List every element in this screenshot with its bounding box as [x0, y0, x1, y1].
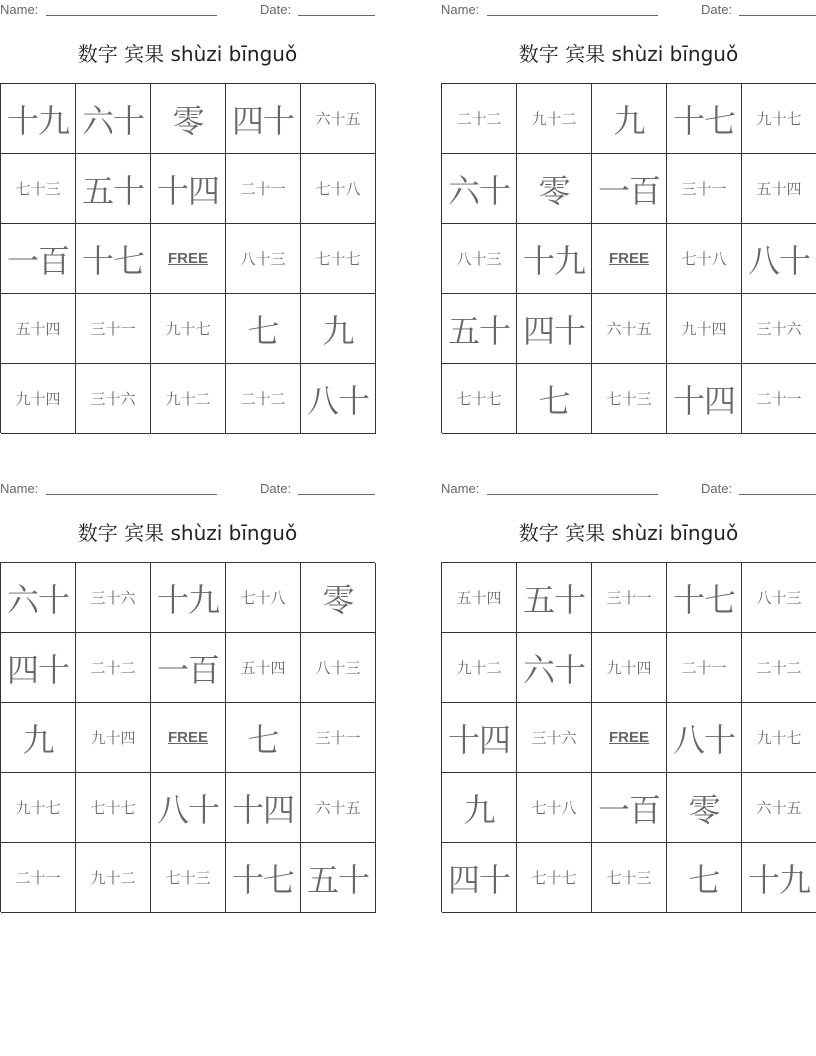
bingo-cell[interactable]: 九十二: [442, 633, 517, 703]
bingo-cell[interactable]: 七: [667, 843, 742, 913]
bingo-cell[interactable]: 三十一: [667, 154, 742, 224]
bingo-cell[interactable]: 五十四: [442, 563, 517, 633]
bingo-cell[interactable]: 七十七: [301, 224, 376, 294]
bingo-cell[interactable]: 二十二: [226, 364, 301, 434]
bingo-cell[interactable]: 六十: [517, 633, 592, 703]
bingo-cell[interactable]: 九: [442, 773, 517, 843]
name-label: Name:: [0, 481, 39, 496]
card-header: [441, 2, 816, 18]
bingo-cell[interactable]: 六十五: [592, 294, 667, 364]
name-label: Name:: [0, 2, 39, 17]
card-header: [0, 481, 375, 497]
bingo-cell[interactable]: 二十一: [742, 364, 816, 434]
bingo-cell[interactable]: 九: [1, 703, 76, 773]
bingo-cell[interactable]: 二十二: [742, 633, 816, 703]
bingo-cell[interactable]: 十七: [667, 84, 742, 154]
card-3: [441, 479, 816, 914]
card-header: [0, 2, 375, 18]
bingo-cell[interactable]: 十七: [76, 224, 151, 294]
bingo-cell[interactable]: 十九: [517, 224, 592, 294]
name-label: Name:: [441, 2, 480, 17]
bingo-grid: [441, 83, 816, 433]
bingo-cell[interactable]: 一百: [592, 773, 667, 843]
bingo-cell[interactable]: 七十八: [226, 563, 301, 633]
bingo-cell[interactable]: 三十一: [76, 294, 151, 364]
date-label: Date:: [260, 2, 292, 17]
bingo-cell[interactable]: 八十: [742, 224, 816, 294]
card-1: [441, 0, 816, 435]
bingo-cell[interactable]: 八十: [667, 703, 742, 773]
bingo-cell[interactable]: 十四: [226, 773, 301, 843]
bingo-cell[interactable]: 七十三: [1, 154, 76, 224]
bingo-cell[interactable]: 九十七: [1, 773, 76, 843]
bingo-cell[interactable]: 九: [592, 84, 667, 154]
date-label: Date:: [701, 481, 733, 496]
bingo-cell[interactable]: 六十: [442, 154, 517, 224]
bingo-cell[interactable]: 九十七: [742, 84, 816, 154]
bingo-cell[interactable]: 九十四: [592, 633, 667, 703]
bingo-cell[interactable]: 十四: [442, 703, 517, 773]
bingo-cell[interactable]: 七十三: [592, 843, 667, 913]
bingo-cell[interactable]: 七十八: [667, 224, 742, 294]
free-cell[interactable]: FREE: [592, 224, 667, 294]
bingo-grid: [441, 562, 816, 912]
bingo-cell[interactable]: 八十三: [442, 224, 517, 294]
bingo-cell[interactable]: 三十六: [517, 703, 592, 773]
date-input-line[interactable]: [739, 494, 816, 495]
bingo-cell[interactable]: 四十: [226, 84, 301, 154]
bingo-cell[interactable]: 九十二: [76, 843, 151, 913]
bingo-cell[interactable]: 八十: [151, 773, 226, 843]
bingo-cell[interactable]: 零: [301, 563, 376, 633]
date-label: Date:: [701, 2, 733, 17]
free-cell[interactable]: FREE: [592, 703, 667, 773]
free-cell[interactable]: FREE: [151, 703, 226, 773]
bingo-cell[interactable]: 七十三: [151, 843, 226, 913]
bingo-grid: [0, 562, 375, 912]
bingo-cell[interactable]: 十七: [667, 563, 742, 633]
bingo-cell[interactable]: 六十五: [301, 84, 376, 154]
bingo-cell[interactable]: 五十: [301, 843, 376, 913]
bingo-cell[interactable]: 七十八: [517, 773, 592, 843]
card-2: [0, 479, 375, 914]
card-title: 数字 宾果 shùzi bīnguǒ: [518, 521, 739, 545]
bingo-cell[interactable]: 十四: [667, 364, 742, 434]
bingo-cell[interactable]: 七: [226, 294, 301, 364]
bingo-cell[interactable]: 九十二: [151, 364, 226, 434]
bingo-cell[interactable]: 三十六: [742, 294, 816, 364]
bingo-cell[interactable]: 一百: [592, 154, 667, 224]
bingo-cell[interactable]: 七: [226, 703, 301, 773]
bingo-cell[interactable]: 六十五: [742, 773, 816, 843]
bingo-cell[interactable]: 八十三: [301, 633, 376, 703]
bingo-cell[interactable]: 四十: [1, 633, 76, 703]
bingo-cell[interactable]: 二十二: [76, 633, 151, 703]
bingo-cell[interactable]: 九十二: [517, 84, 592, 154]
bingo-cell[interactable]: 五十: [517, 563, 592, 633]
bingo-cell[interactable]: 七十七: [517, 843, 592, 913]
bingo-cell[interactable]: 六十: [76, 84, 151, 154]
card-title: 数字 宾果 shùzi bīnguǒ: [518, 42, 739, 66]
bingo-cell[interactable]: 二十一: [667, 633, 742, 703]
bingo-cell[interactable]: 八十三: [742, 563, 816, 633]
bingo-cell[interactable]: 六十五: [301, 773, 376, 843]
name-input-line[interactable]: [487, 494, 658, 495]
bingo-cell[interactable]: 六十: [1, 563, 76, 633]
bingo-cell[interactable]: 五十四: [1, 294, 76, 364]
card-header: [441, 481, 816, 497]
date-input-line[interactable]: [298, 494, 375, 495]
bingo-cell[interactable]: 四十: [517, 294, 592, 364]
bingo-cell[interactable]: 七十八: [301, 154, 376, 224]
free-cell[interactable]: FREE: [151, 224, 226, 294]
bingo-cell[interactable]: 零: [151, 84, 226, 154]
card-title: 数字 宾果 shùzi bīnguǒ: [77, 42, 298, 66]
bingo-grid: [0, 83, 375, 433]
bingo-cell[interactable]: 七十七: [442, 364, 517, 434]
bingo-cell[interactable]: 十七: [226, 843, 301, 913]
bingo-cell[interactable]: 十四: [151, 154, 226, 224]
name-input-line[interactable]: [46, 494, 217, 495]
bingo-cell[interactable]: 七十七: [76, 773, 151, 843]
bingo-cell[interactable]: 九十四: [667, 294, 742, 364]
bingo-cell[interactable]: 五十: [442, 294, 517, 364]
bingo-cell[interactable]: 四十: [442, 843, 517, 913]
bingo-cell[interactable]: 九十七: [151, 294, 226, 364]
bingo-cell[interactable]: 三十一: [592, 563, 667, 633]
bingo-cell[interactable]: 三十六: [76, 563, 151, 633]
name-label: Name:: [441, 481, 480, 496]
name-input-line[interactable]: [46, 15, 217, 16]
bingo-cell[interactable]: 九: [301, 294, 376, 364]
bingo-cell[interactable]: 一百: [151, 633, 226, 703]
bingo-cell[interactable]: 十九: [742, 843, 816, 913]
bingo-cell[interactable]: 二十二: [442, 84, 517, 154]
bingo-cell[interactable]: 九十四: [1, 364, 76, 434]
bingo-cell[interactable]: 零: [517, 154, 592, 224]
bingo-cell[interactable]: 二十一: [226, 154, 301, 224]
card-0: [0, 0, 375, 435]
bingo-cell[interactable]: 五十四: [742, 154, 816, 224]
bingo-cell[interactable]: 九十七: [742, 703, 816, 773]
bingo-cell[interactable]: 八十: [301, 364, 376, 434]
date-label: Date:: [260, 481, 292, 496]
bingo-cell[interactable]: 九十四: [76, 703, 151, 773]
bingo-cell[interactable]: 零: [667, 773, 742, 843]
bingo-cell[interactable]: 三十一: [301, 703, 376, 773]
bingo-cell[interactable]: 八十三: [226, 224, 301, 294]
bingo-cell[interactable]: 二十一: [1, 843, 76, 913]
bingo-cell[interactable]: 五十: [76, 154, 151, 224]
bingo-cell[interactable]: 十九: [151, 563, 226, 633]
bingo-cell[interactable]: 一百: [1, 224, 76, 294]
card-title: 数字 宾果 shùzi bīnguǒ: [77, 521, 298, 545]
bingo-cell[interactable]: 十九: [1, 84, 76, 154]
bingo-cell[interactable]: 三十六: [76, 364, 151, 434]
name-input-line[interactable]: [487, 15, 658, 16]
date-input-line[interactable]: [298, 15, 375, 16]
bingo-cell[interactable]: 七: [517, 364, 592, 434]
bingo-cell[interactable]: 五十四: [226, 633, 301, 703]
bingo-cell[interactable]: 七十三: [592, 364, 667, 434]
date-input-line[interactable]: [739, 15, 816, 16]
